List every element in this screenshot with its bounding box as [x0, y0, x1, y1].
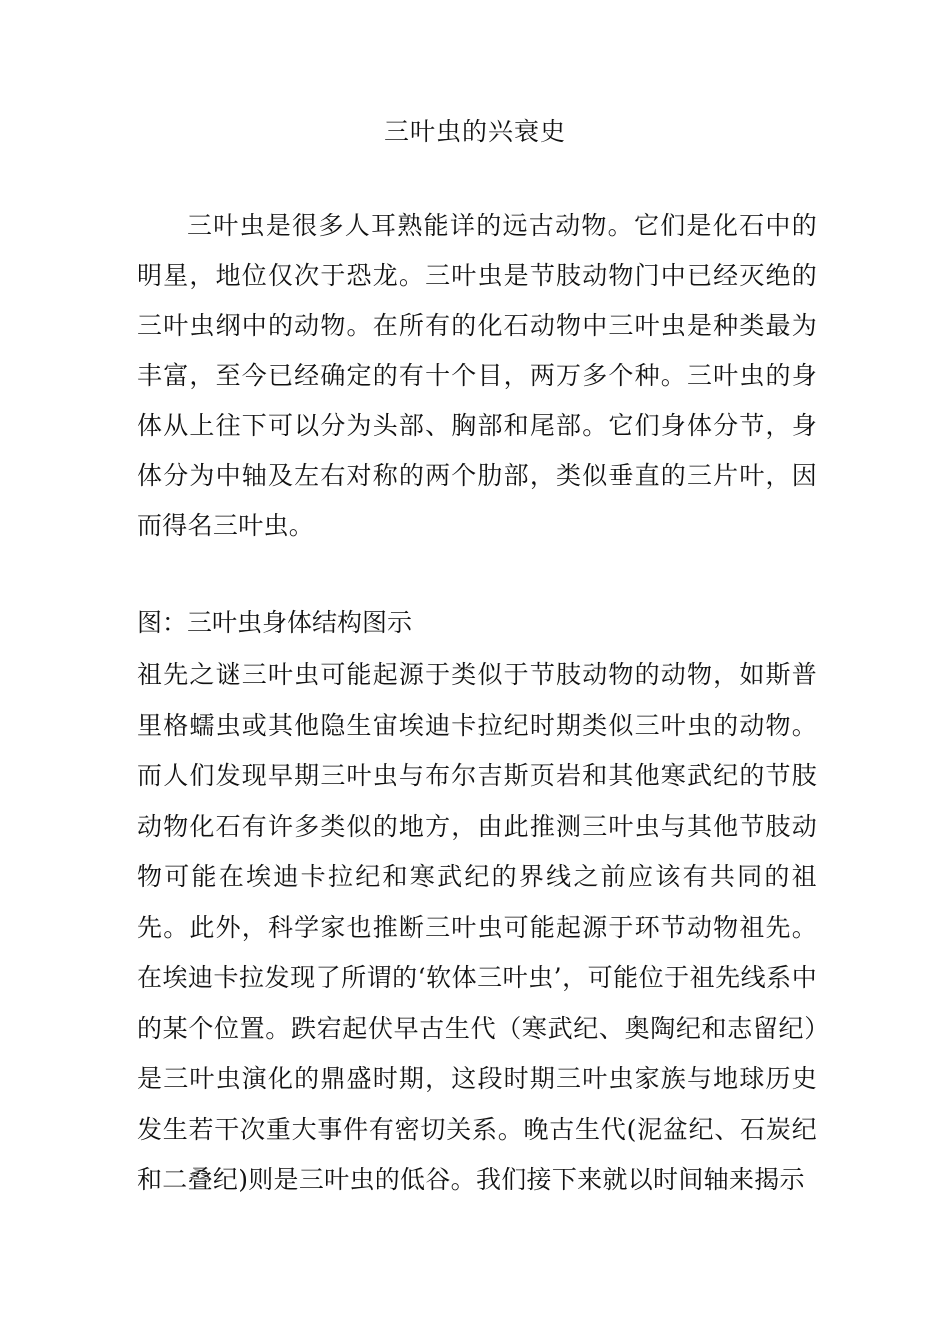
- origin-paragraph: 祖先之谜三叶虫可能起源于类似于节肢动物的动物，如斯普里格蠕虫或其他隐生宙埃迪卡拉纪时期类似三叶虫的动物。而人们发现早期三叶虫与布尔吉斯页岩和其他寒武纪的节肢动物化石有许多类似的地方，由此推测三叶虫与其他节肢动物可能在埃迪卡拉纪和寒武纪的界线之前应该有共同的祖先。此外，科学家也推断三叶虫可能起源于环节动物祖先。在埃迪卡拉发现了所谓的‘软体三叶虫’，可能位于祖先线系中的某个位置。跌宕起伏早古生代（寒武纪、奥陶纪和志留纪）是三叶虫演化的鼎盛时期，这段时期三叶虫家族与地球历史发生若干次重大事件有密切关系。晚古生代(泥盆纪、石炭纪和二叠纪)则是三叶虫的低谷。我们接下来就以时间轴来揭示: [137, 660, 817, 1194]
- figure-caption: 图：三叶虫身体结构图示: [137, 608, 413, 637]
- document-title: 三叶虫的兴衰史: [383, 117, 566, 146]
- intro-paragraph: 三叶虫是很多人耳熟能详的远古动物。它们是化石中的明星，地位仅次于恐龙。三叶虫是节肢动物门中已经灭绝的三叶虫纲中的动物。在所有的化石动物中三叶虫是种类最为丰富，至今已经确定的有十个目，两万多个种。三叶虫的身体从上往下可以分为头部、胸部和尾部。它们身体分节，身体分为中轴及左右对称的两个肋部，类似垂直的三片叶，因而得名三叶虫。: [137, 211, 817, 540]
